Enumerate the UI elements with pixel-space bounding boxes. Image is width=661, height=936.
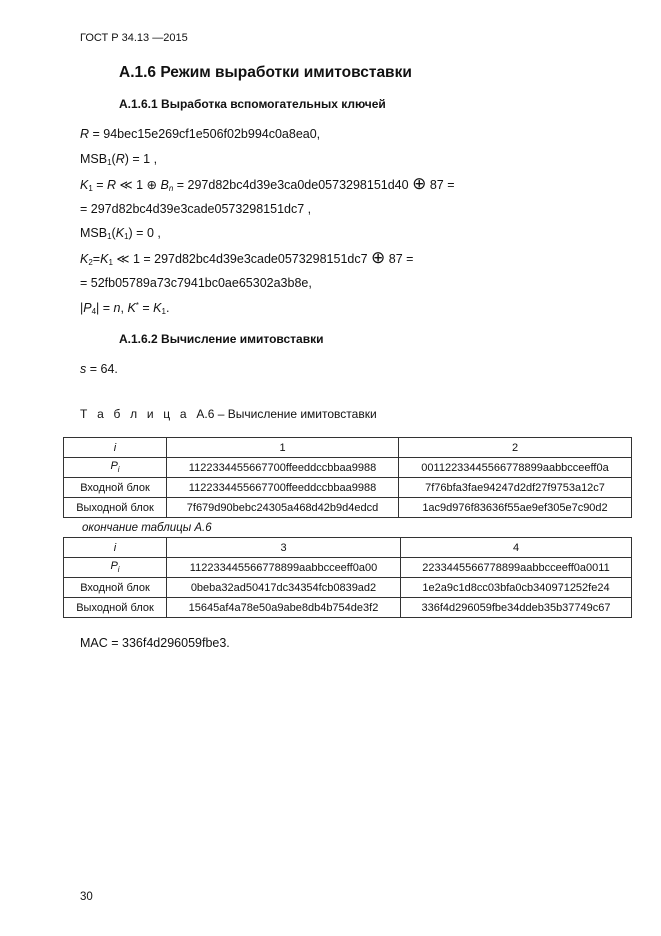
subsection-title-mac: А.1.6.2 Вычисление имитовставки: [119, 332, 324, 346]
table-cell: 0beba32ad50417dc34354fcb0839ad2: [167, 578, 401, 598]
mac-table-part1: [63, 437, 632, 518]
row-label-output: Выходной блок: [64, 598, 167, 618]
table-row: [64, 598, 632, 618]
table-row: [64, 458, 632, 478]
column-header: 2: [399, 438, 632, 458]
row-label-i: i: [64, 538, 167, 558]
equation-p4: $|P_4| = n$, $K^* = K_1$.: [80, 301, 170, 316]
document-header: ГОСТ Р 34.13 —2015: [80, 32, 188, 44]
mac-result: MAC = 336f4d296059fbe3.: [80, 636, 230, 650]
section-title: А.1.6 Режим выработки имитовставки: [119, 64, 412, 81]
table-row: [64, 478, 632, 498]
row-label-p: $P_i$: [64, 558, 167, 578]
table-row: [64, 578, 632, 598]
column-header: 1: [167, 438, 399, 458]
equation-k2-continued: = 52fb05789a73c7941bc0ae65302a3b8e,: [80, 276, 312, 290]
table-cell: 7f679d90bebc24305a468d42b9d4edcd: [167, 498, 399, 518]
column-header: 4: [401, 538, 632, 558]
table-cell: 15645af4a78e50a9abe8db4b754de3f2: [167, 598, 401, 618]
table-row: [64, 438, 632, 458]
equation-k1-continued: = 297d82bc4d39e3cade0573298151dc7 ,: [80, 202, 312, 216]
row-label-p: $P_i$: [64, 458, 167, 478]
mac-table-part2: [63, 537, 632, 618]
equation-k2: $K_2=K_1$ ≪ 1 = 297d82bc4d39e3cade0573298151dc7 ⊕ 87 =: [80, 248, 414, 267]
row-label-input: Входной блок: [64, 478, 167, 498]
table-cell: 1ac9d976f83636f55ae9ef305e7c90d2: [399, 498, 632, 518]
table-cell: 00112233445566778899aabbcceeff0a: [399, 458, 632, 478]
equation-s: s = 64.: [80, 362, 118, 376]
table-caption: Т а б л и ц а А.6 – Вычисление имитовставки: [80, 407, 377, 421]
table-cell: 112233445566778899aabbcceeff0a00: [167, 558, 401, 578]
equation-k1: $K_1 = R$ ≪ 1 ⊕ $B_n = 297d82bc4d39e3ca0de0573298151d40$ ⊕ 87 =: [80, 174, 455, 193]
page-number: 30: [80, 891, 93, 903]
table-row: [64, 558, 632, 578]
table-continuation-label: окончание таблицы А.6: [82, 522, 212, 534]
row-label-output: Выходной блок: [64, 498, 167, 518]
table-row: [64, 538, 632, 558]
equation-msb-r: $MSB_1(R) = 1$ ,: [80, 152, 158, 167]
table-cell: 336f4d296059fbe34ddeb35b37749c67: [401, 598, 632, 618]
table-cell: 7f76bfa3fae94247d2df27f9753a12c7: [399, 478, 632, 498]
table-cell: 1122334455667700ffeeddccbbaa9988: [167, 478, 399, 498]
table-row: [64, 498, 632, 518]
subsection-title-keys: А.1.6.1 Выработка вспомогательных ключей: [119, 97, 386, 111]
equation-r: R = 94bec15e269cf1e506f02b994c0a8ea0,: [80, 127, 321, 141]
table-cell: 1e2a9c1d8cc03bfa0cb340971252fe24: [401, 578, 632, 598]
equation-msb-k1: $MSB_1(K_1) = 0$ ,: [80, 226, 161, 241]
column-header: 3: [167, 538, 401, 558]
row-label-i: i: [64, 438, 167, 458]
table-cell: 2233445566778899aabbcceeff0a0011: [401, 558, 632, 578]
table-cell: 1122334455667700ffeeddccbbaa9988: [167, 458, 399, 478]
row-label-input: Входной блок: [64, 578, 167, 598]
